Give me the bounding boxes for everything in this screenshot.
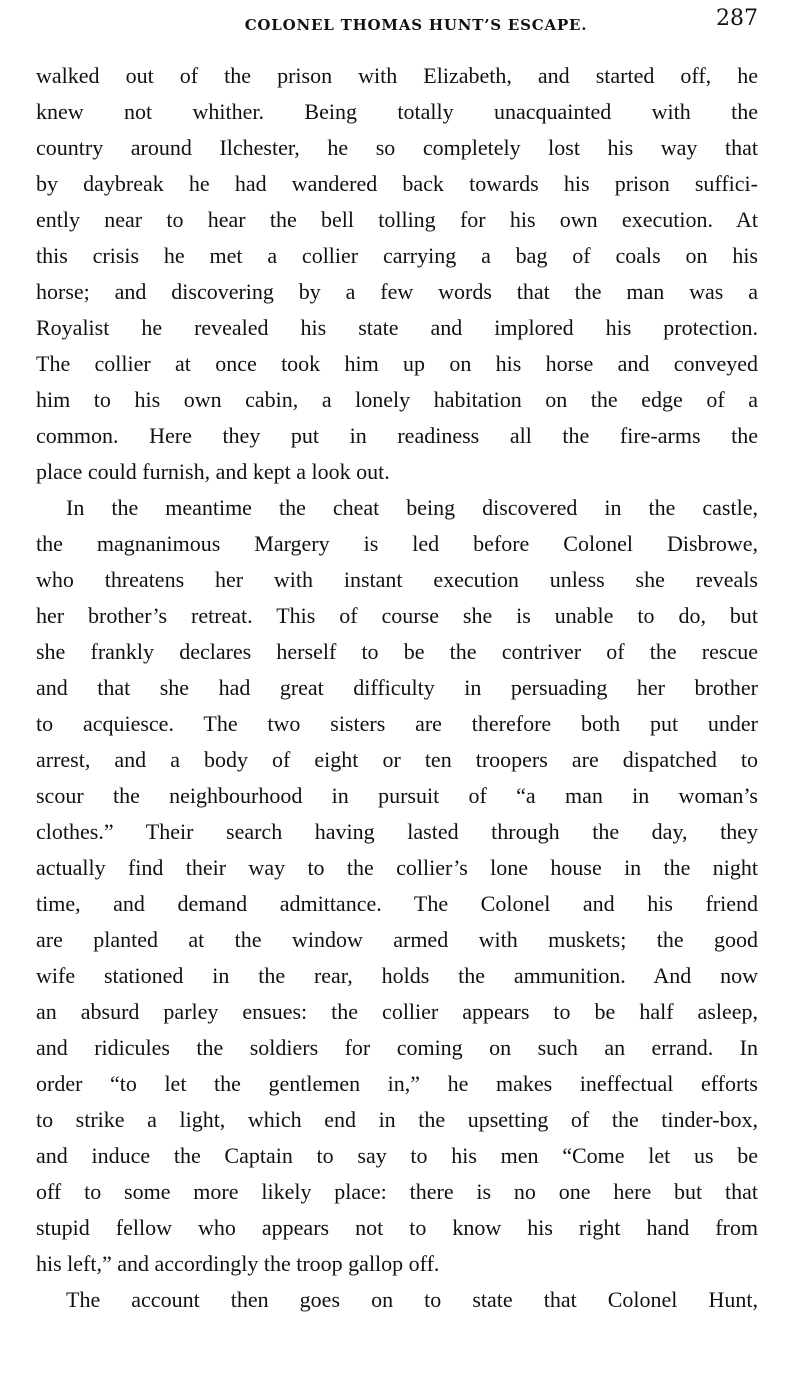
- text-line: actually find their way to the collier’s lone house in the night: [36, 855, 758, 880]
- text-line: to acquiesce. The two sisters are therefore both put under: [36, 711, 758, 736]
- text-line: his left,” and accordingly the troop gallop off.: [36, 1251, 440, 1276]
- text-line: place could furnish, and kept a look out.: [36, 459, 390, 484]
- text-line: The collier at once took him up on his horse and conveyed: [36, 351, 758, 376]
- text-line: to strike a light, which end in the upsetting of the tinder-box,: [36, 1107, 758, 1132]
- text-line: walked out of the prison with Elizabeth, and started off, he: [36, 63, 758, 88]
- text-line: by daybreak he had wandered back towards his prison suffici-: [36, 171, 758, 196]
- page-number: 287: [716, 6, 758, 31]
- text-line: The account then goes on to state that Colonel Hunt,: [66, 1287, 758, 1312]
- text-line: country around Ilchester, he so completely lost his way that: [36, 135, 758, 160]
- text-line: knew not whither. Being totally unacquainted with the: [36, 99, 758, 124]
- text-line: ently near to hear the bell tolling for his own execution. At: [36, 207, 758, 232]
- text-line: this crisis he met a collier carrying a bag of coals on his: [36, 243, 758, 268]
- running-head: COLONEL THOMAS HUNT’S ESCAPE.: [244, 16, 588, 34]
- text-line: stupid fellow who appears not to know his right hand from: [36, 1215, 758, 1240]
- text-line: clothes.” Their search having lasted through the day, they: [36, 819, 758, 844]
- page-header: [36, 6, 758, 42]
- text-line: off to some more likely place: there is no one here but that: [36, 1179, 758, 1204]
- text-line: common. Here they put in readiness all the fire-arms the: [36, 423, 758, 448]
- text-line: him to his own cabin, a lonely habitation on the edge of a: [36, 387, 758, 412]
- text-line: horse; and discovering by a few words that the man was a: [36, 279, 758, 304]
- text-line: are planted at the window armed with muskets; the good: [36, 927, 758, 952]
- text-line: wife stationed in the rear, holds the ammunition. And now: [36, 963, 758, 988]
- text-line: she frankly declares herself to be the contriver of the rescue: [36, 639, 758, 664]
- text-line: arrest, and a body of eight or ten troopers are dispatched to: [36, 747, 758, 772]
- text-line: and induce the Captain to say to his men “Come let us be: [36, 1143, 758, 1168]
- text-line: order “to let the gentlemen in,” he makes ineffectual efforts: [36, 1071, 758, 1096]
- text-line: her brother’s retreat. This of course she is unable to do, but: [36, 603, 758, 628]
- body-text: [36, 58, 758, 1318]
- text-line: and ridicules the soldiers for coming on such an errand. In: [36, 1035, 758, 1060]
- text-line: time, and demand admittance. The Colonel and his friend: [36, 891, 758, 916]
- text-line: In the meantime the cheat being discovered in the castle,: [66, 495, 758, 520]
- text-line: scour the neighbourhood in pursuit of “a man in woman’s: [36, 783, 758, 808]
- text-line: and that she had great difficulty in persuading her brother: [36, 675, 758, 700]
- text-line: Royalist he revealed his state and implored his protection.: [36, 315, 758, 340]
- text-line: the magnanimous Margery is led before Colonel Disbrowe,: [36, 531, 758, 556]
- text-line: who threatens her with instant execution unless she reveals: [36, 567, 758, 592]
- text-line: an absurd parley ensues: the collier appears to be half asleep,: [36, 999, 758, 1024]
